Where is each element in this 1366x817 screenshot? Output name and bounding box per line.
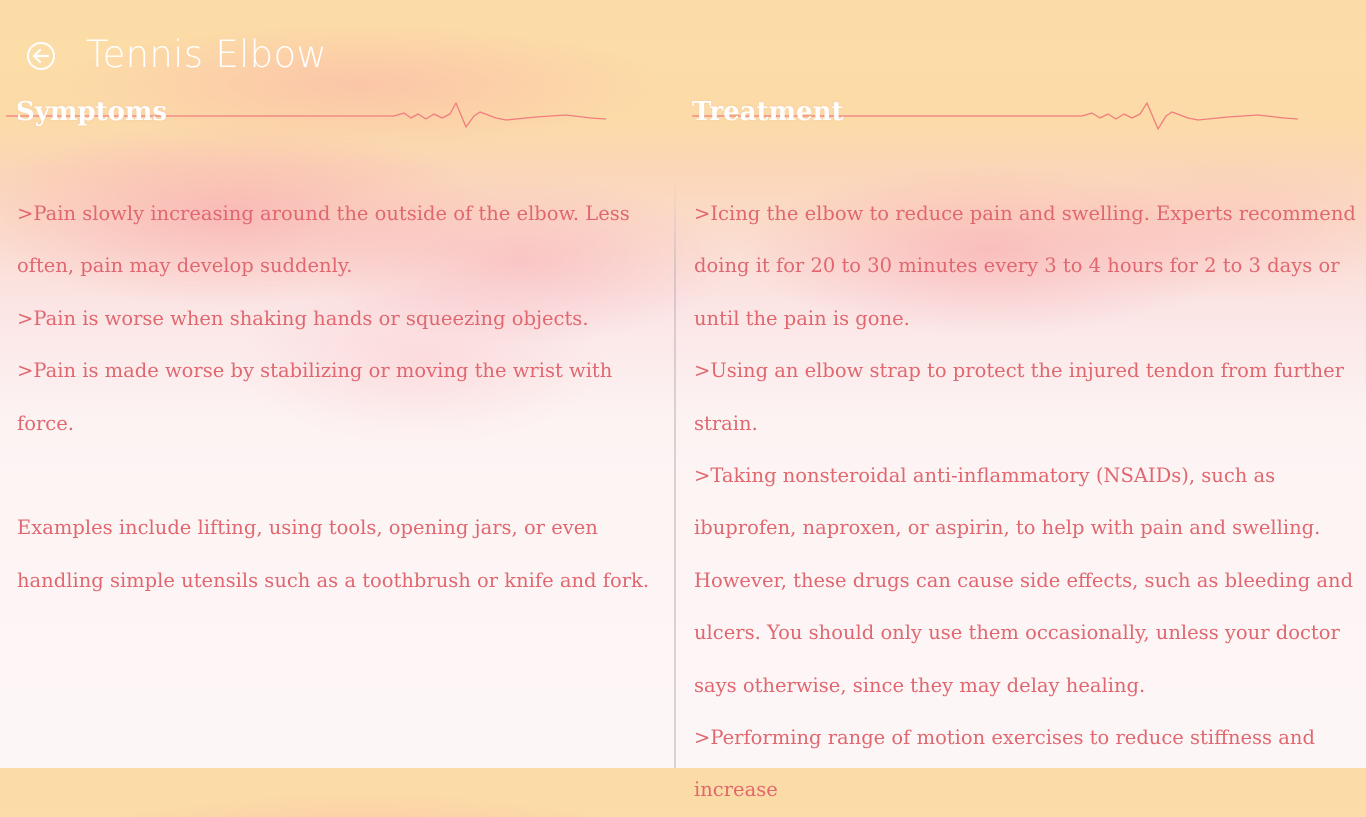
symptom-paragraph: >Pain is made worse by stabilizing or moving the wrist with force. xyxy=(17,359,613,435)
treatment-paragraph: >Icing the elbow to reduce pain and swelling. Experts recommend doing it for 20 to 30 minutes every 3 to 4 hours for 2 to 3 days or until the pain is gone. xyxy=(694,202,1356,330)
treatment-paragraph: >Taking nonsteroidal anti-inflammatory (NSAIDs), such as ibuprofen, naproxen, or aspirin, to help with pain and swelling. However, these drugs can cause side effects, such as bleeding and ulcers. You should only use them occasionally, unless your doctor says otherwise, since they may delay healing. xyxy=(694,464,1354,697)
treatment-paragraph: >Using an elbow strap to protect the injured tendon from further strain. xyxy=(694,359,1344,435)
symptoms-content xyxy=(17,188,667,607)
symptoms-header xyxy=(6,96,611,136)
page-title: Tennis Elbow xyxy=(86,33,327,76)
treatment-title: Treatment xyxy=(692,97,844,127)
treatment-content xyxy=(694,188,1362,817)
column-divider xyxy=(674,180,676,768)
treatment-header xyxy=(692,96,1302,136)
symptom-paragraph: Examples include lifting, using tools, opening jars, or even handling simple utensils such as a toothbrush or knife and fork. xyxy=(17,516,650,592)
back-arrow-circle-icon xyxy=(26,41,56,71)
app-header xyxy=(0,0,1366,100)
treatment-paragraph: >Performing range of motion exercises to reduce stiffness and increase xyxy=(694,726,1315,802)
paragraph-spacer xyxy=(17,450,667,502)
symptoms-title: Symptoms xyxy=(16,97,168,127)
back-button[interactable] xyxy=(26,41,56,71)
symptom-paragraph: >Pain slowly increasing around the outside of the elbow. Less often, pain may develop suddenly. xyxy=(17,202,630,278)
symptom-paragraph: >Pain is worse when shaking hands or squeezing objects. xyxy=(17,306,589,330)
